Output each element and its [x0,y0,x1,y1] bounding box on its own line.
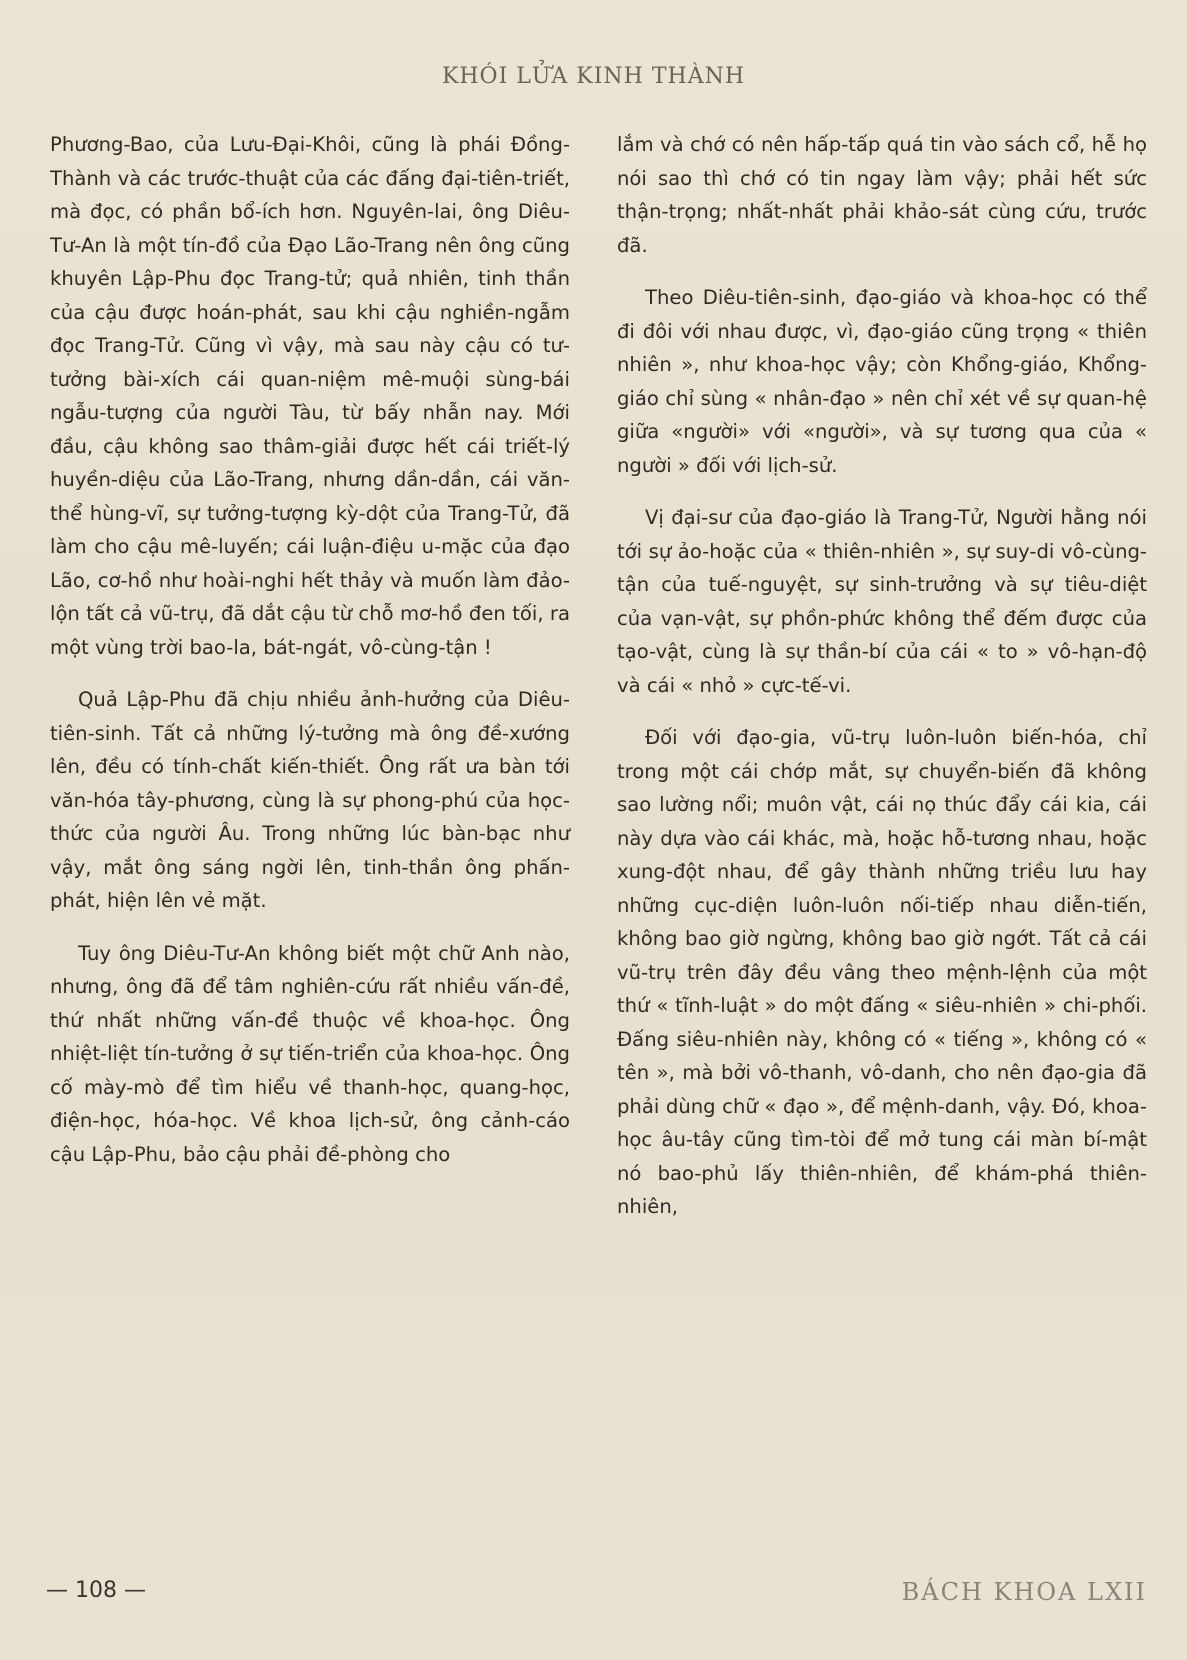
paragraph: Vị đại-sư của đạo-giáo là Trang-Tử, Người hằng nói tới sự ảo-hoặc của « thiên-nhiên », sự suy-di vô-cùng-tận của tuế-nguyệt, sự sinh-trưởng và sự tiêu-diệt của vạn-vật, sự phồn-phức không thể đếm được của tạo-vật, cùng là sự thần-bí của cái « to » vô-hạn-độ và cái « nhỏ » cực-tế-vi. [617,506,1147,697]
page-number: — 108 — [46,1578,146,1603]
paragraph: Tuy ông Diêu-Tư-An không biết một chữ Anh nào, nhưng, ông đã để tâm nghiên-cứu rất nhiều vấn-đề, thứ nhất những vấn-đề thuộc về khoa-học. Ông nhiệt-liệt tín-tưởng ở sự tiến-triển của khoa-học. Ông cố mày-mò để tìm hiểu về thanh-học, quang-học, điện-học, hóa-học. Về khoa lịch-sử, ông cảnh-cáo cậu Lập-Phu, bảo cậu phải đề-phòng cho [50,941,570,1166]
left-column [50,128,570,1190]
paragraph: Theo Diêu-tiên-sinh, đạo-giáo và khoa-học có thể đi đôi với nhau được, vì, đạo-giáo cũng trọng « thiên nhiên », như khoa-học vậy; còn Khổng-giáo, Khổng-giáo chỉ sùng « nhân-đạo » nên chỉ xét về sự quan-hệ giữa «người» với «người», và sự tương qua của « người » đối với lịch-sử. [617,286,1147,477]
right-column [617,128,1147,1243]
running-title: KHÓI LỬA KINH THÀNH [441,64,746,89]
paragraph: Đối với đạo-gia, vũ-trụ luôn-luôn biến-hóa, chỉ trong một cái chớp mắt, sự chuyển-biến đã không sao lường nổi; muôn vật, cái nọ thúc đẩy cái kia, cái này dựa vào cái khác, mà, hoặc hỗ-tương nhau, hoặc xung-đột nhau, để gây thành những triều lưu hay những cục-diện luôn-luôn nối-tiếp nhau diễn-tiến, không bao giờ ngừng, không bao giờ ngớt. Tất cả cái vũ-trụ trên đây đều vâng theo mệnh-lệnh của một thứ « tĩnh-luật » do một đấng « siêu-nhiên » chi-phối. Đấng siêu-nhiên này, không có « tiếng », không có « tên », mà bởi vô-thanh, vô-danh, cho nên đạo-gia đã phải dùng chữ « đạo », để mệnh-danh, vậy. Đó, khoa-học âu-tây cũng tìm-tòi để mở tung cái màn bí-mật nó bao-phủ lấy thiên-nhiên, để khám-phá thiên-nhiên, [617,726,1147,1218]
paragraph: Quả Lập-Phu đã chịu nhiều ảnh-hưởng của Diêu-tiên-sinh. Tất cả những lý-tưởng mà ông đề-xướng lên, đều có tính-chất kiến-thiết. Ông rất ưa bàn tới văn-hóa tây-phương, cùng là sự phong-phú của học-thức của người Âu. Trong những lúc bàn-bạc như vậy, mắt ông sáng ngời lên, tinh-thần ông phấn-phát, hiện lên vẻ mặt. [50,688,570,912]
paragraph: Phương-Bao, của Lưu-Đại-Khôi, cũng là phái Đồng-Thành và các trước-thuật của các đấng đại-tiên-triết, mà đọc, có phần bổ-ích hơn. Nguyên-lai, ông Diêu-Tư-An là một tín-đồ của Đạo Lão-Trang nên ông cũng khuyên Lập-Phu đọc Trang-tử; quả nhiên, tinh thần của cậu được hoán-phát, sau khi cậu nghiền-ngẫm đọc Trang-Tử. Cũng vì vậy, mà sau này cậu có tư-tưởng bài-xích cái quan-niệm mê-muội sùng-bái ngẫu-tượng của người Tàu, từ bấy nhẫn nay. Mới đầu, cậu không sao thâm-giải được hết cái triết-lý huyền-diệu của Lão-Trang, nhưng dần-dần, cái văn-thể hùng-vĩ, sự tưởng-tượng kỳ-dột của Trang-Tử, đã làm cho cậu mê-luyến; cái luận-điệu u-mặc của đạo Lão, cơ-hồ như hoài-nghi hết thảy và muốn làm đảo-lộn tất cả vũ-trụ, đã dắt cậu từ chỗ mơ-hồ đen tối, ra một vùng trời bao-la, bát-ngát, vô-cùng-tận ! [50,133,570,659]
paragraph: lắm và chớ có nên hấp-tấp quá tin vào sách cổ, hễ họ nói sao thì chớ có tin ngay làm vậy; phải hết sức thận-trọng; nhất-nhất phải khảo-sát cùng cứu, trước đã. [617,133,1147,257]
magazine-title: BÁCH KHOA LXII [901,1578,1147,1606]
